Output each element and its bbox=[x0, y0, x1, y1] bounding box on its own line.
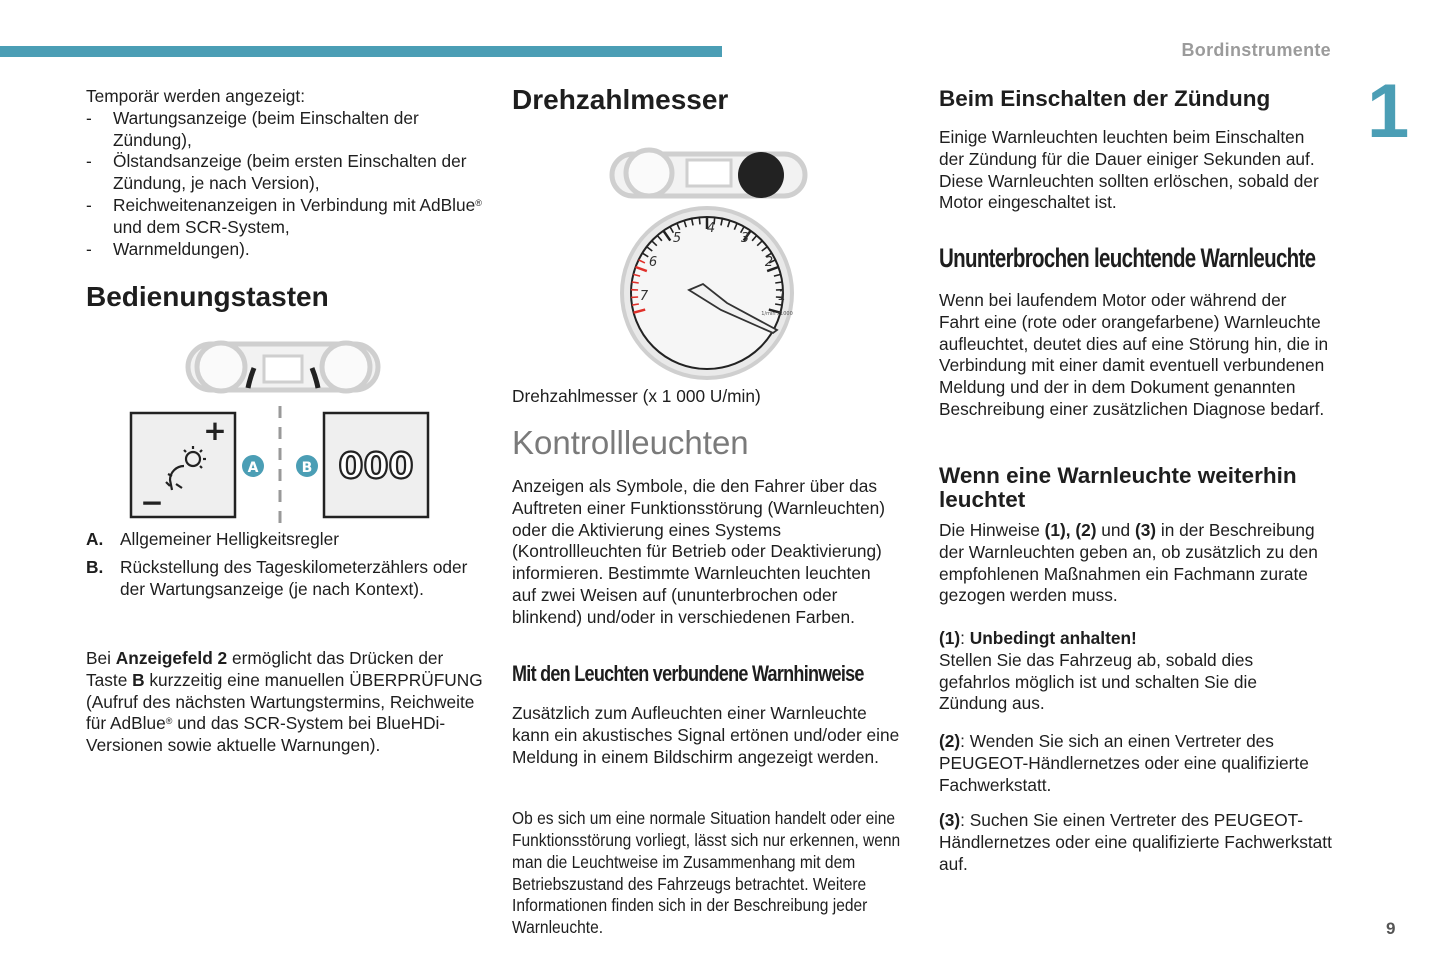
note-1: (1): Unbedingt anhalten! Stellen Sie das Fahrzeug ab, sobald dies gefahrlos möglich ist und schalten Sie die Zündung aus. bbox=[939, 628, 1257, 714]
temp-list bbox=[86, 108, 486, 261]
tick-label: 5 bbox=[672, 231, 682, 246]
controls-figure bbox=[126, 338, 436, 528]
legend-item-a: A. Allgemeiner Helligkeitsregler bbox=[86, 529, 339, 549]
tick-label: 3 bbox=[740, 231, 750, 246]
temp-display-block bbox=[86, 86, 486, 260]
continuous-paragraph: Wenn bei laufendem Motor oder während der Fahrt eine (rote oder orangefarbene) Warnleuchte aufleuchtet, deutet dies auf eine Störung hin, die in Verbindung mit einer damit eventuell verbundenen Meldung und der in dem Dokument genannten Beschreibung einer zusätzlichen Diagnose bedarf. bbox=[939, 290, 1329, 419]
warnings-paragraph: Zusätzlich zum Aufleuchten einer Warnleuchte kann ein akustisches Signal ertönen und/oder eine Meldung in einem Bildschirm angezeigt werden. bbox=[512, 703, 900, 767]
heading-weiterhin: Wenn eine Warnleuchte weiterhin leuchtet bbox=[939, 463, 1297, 512]
tach-tick bbox=[632, 282, 639, 283]
badge-b-label: B bbox=[301, 460, 313, 476]
tach-unit-label: 1/min x1000 bbox=[761, 311, 793, 317]
tick-label: 2 bbox=[764, 255, 774, 270]
heading-bedienungstasten: Bedienungstasten bbox=[86, 281, 329, 312]
controls-legend bbox=[86, 529, 486, 600]
cluster-outline-icon bbox=[612, 150, 805, 198]
hints-paragraph: Die Hinweise (1), (2) und (3) in der Beschreibung der Warnleuchten geben an, ob zusätzlich zu den empfohlenen Maßnahmen ein Fachmann zurate gezogen werden muss. bbox=[939, 520, 1318, 606]
list-item: - Reichweitenanzeigen in Verbindung mit AdBlue® und dem SCR-System, bbox=[86, 195, 486, 239]
indicators-paragraph: Anzeigen als Symbole, die den Fahrer über das Auftreten einer Funktionsstörung (Warnleuchten) oder die Aktivierung eines Systems (Kontrollleuchten für Betrieb oder Deaktivierung) informieren. Bestimmte Warnleuchten leuchten auf zwei Weisen auf (ununterbrochen oder blinkend) und/oder in verschiedenen Farben. bbox=[512, 476, 886, 627]
tick-label: 7 bbox=[639, 289, 649, 304]
tach-tick bbox=[775, 304, 782, 305]
ignition-paragraph: Einige Warnleuchten leuchten beim Einschalten der Zündung für die Dauer einiger Sekunden auf. Diese Warnleuchten sollten erlöschen, sobald der Motor eingeschaltet ist. bbox=[939, 127, 1319, 213]
tick-label: 6 bbox=[648, 255, 658, 270]
list-item: - Warnmeldungen). bbox=[86, 239, 486, 261]
display-field-paragraph: Bei Anzeigefeld 2 ermöglicht das Drücken der Taste B kurzzeitig eine manuellen ÜBERPRÜFUNG (Aufruf des nächsten Wartungstermins, Reichweite für AdBlue® und das SCR-System bei BlueHDi-Versionen sowie aktuelle Warnungen). bbox=[86, 648, 483, 756]
header-accent-bar bbox=[0, 46, 722, 57]
heading-ununterbrochen: Ununterbrochen leuchtende Warnleuchte bbox=[939, 243, 1316, 273]
tick-label: 4 bbox=[706, 221, 716, 236]
heading-zuendung: Beim Einschalten der Zündung bbox=[939, 86, 1271, 111]
list-item: - Wartungsanzeige (beim Einschalten der Zündung), bbox=[86, 108, 486, 152]
note-3: (3): Suchen Sie einen Vertreter des PEUGEOT-Händlernetzes oder eine qualifizierte Fachwerkstatt auf. bbox=[939, 810, 1332, 874]
situation-paragraph: Ob es sich um eine normale Situation handelt oder eine Funktionsstörung vorliegt, lässt sich nur erkennen, wenn man die Leuchtweise im Zusammenhang mit dem Betriebszustand des Fahrzeugs betrachtet. Weitere Informationen finden sich in der Beschreibung jeder Warnleuchte. bbox=[512, 808, 901, 938]
list-item: - Ölstandsanzeige (beim ersten Einschalten der Zündung, je nach Version), bbox=[86, 151, 486, 195]
section-title: Bordinstrumente bbox=[1181, 40, 1331, 60]
tick-label: 1 bbox=[777, 289, 787, 304]
chapter-number: 1 bbox=[1367, 69, 1410, 154]
tachometer-figure bbox=[607, 140, 812, 380]
heading-kontrollleuchten: Kontrollleuchten bbox=[512, 424, 749, 461]
display-digits: 000 bbox=[338, 446, 414, 487]
page-number: 9 bbox=[1386, 919, 1396, 938]
legend-item-b: B. Rückstellung des Tageskilometerzählers oder der Wartungsanzeige (je nach Kontext). bbox=[86, 556, 468, 599]
note-2: (2): Wenden Sie sich an einen Vertreter des PEUGEOT-Händlernetzes oder eine qualifizierte Fachwerkstatt. bbox=[939, 731, 1309, 795]
tachometer-dial-icon bbox=[622, 208, 793, 378]
plus-label: + bbox=[203, 414, 227, 447]
temp-intro: Temporär werden angezeigt: bbox=[86, 86, 306, 106]
subheading-warnhinweise: Mit den Leuchten verbundene Warnhinweise bbox=[512, 661, 864, 686]
heading-drehzahlmesser: Drehzahlmesser bbox=[512, 84, 729, 115]
tachometer-caption: Drehzahlmesser (x 1 000 U/min) bbox=[512, 386, 761, 406]
tach-tick bbox=[632, 304, 639, 305]
tach-tick bbox=[699, 217, 700, 224]
badge-a-label: A bbox=[247, 460, 259, 476]
tach-tick bbox=[775, 282, 782, 283]
cluster-outline-icon bbox=[188, 343, 378, 391]
registered-mark: ® bbox=[475, 197, 482, 208]
minus-label: − bbox=[140, 486, 164, 519]
